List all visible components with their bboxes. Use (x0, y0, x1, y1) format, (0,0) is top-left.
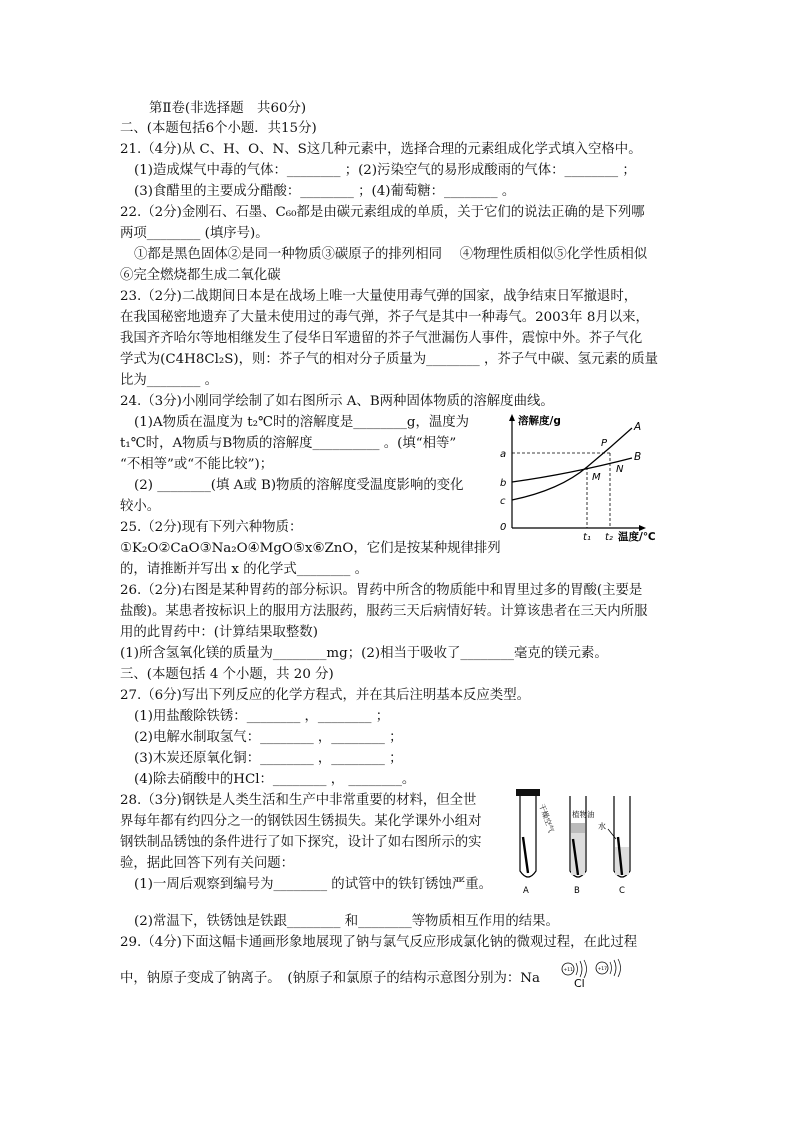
q28-line3: 钢铁制品锈蚀的条件进行了如下探究，设计了如右图所示的实 (120, 835, 482, 850)
na-shell-2 (580, 961, 582, 977)
q28-line4: 验，据此回答下列有关问题： (120, 856, 295, 871)
na-shell-3 (584, 960, 587, 978)
water-label: 水 (598, 822, 606, 831)
na-shell-1 (576, 963, 578, 975)
q22-options2: ⑥完全燃烧都生成二氧化碳 (120, 268, 281, 283)
q23-line1: 23.（2分)二战期间日本是在战场上唯一大量使用毒气弹的国家，战争结束日军撤退时， (120, 289, 638, 304)
q24-line5: 较小。 (120, 499, 161, 514)
solubility-chart (490, 410, 670, 545)
q26-line4: (1)所含氢氧化镁的质量为________mg；(2)相当于吸收了________毫克的镁元素。 (120, 646, 608, 661)
y-tick-b: b (500, 478, 507, 489)
q24-line1: (1)A物质在温度为 t₂℃时的溶解度是________g，温度为 (134, 415, 470, 430)
cl-shell-2 (614, 960, 616, 976)
q28-line6: (2)常温下，铁锈蚀是铁跟________ 和________等物质相互作用的结果。 (134, 914, 559, 929)
q23-line2: 在我国秘密地遗弃了大量未使用过的毒气弹，芥子气是其中一种毒气。2003年 8月以来， (120, 310, 649, 325)
test-tubes-figure (512, 787, 644, 897)
origin-label: 0 (500, 522, 507, 533)
y-axis-label: 溶解度/g (518, 415, 561, 427)
q23-line3: 我国齐齐哈尔等地相继发生了侵华日军遗留的芥子气泄漏伤人事件，震惊中外。芥子气化 (120, 331, 643, 346)
tube-a-label: A (523, 886, 529, 896)
tube-b-oil (571, 823, 585, 833)
q23-line4: 学式为(C4H8Cl₂S)，则：芥子气的相对分子质量为________ ，芥子气中碳、氢元素的质量 (120, 352, 659, 367)
q25-line3: 的，请推断并写出 x 的化学式________ 。 (120, 562, 368, 577)
series-label-b: B (634, 451, 642, 463)
series-label-a: A (634, 421, 642, 433)
cl-label: Cl (574, 977, 585, 988)
q24-stem: 24.（3分)小刚同学绘制了如右图所示 A、B两种固体物质的溶解度曲线。 (120, 394, 554, 409)
cl-shell-3 (618, 959, 621, 977)
q24-line3: “不相等”或“不能比较”)； (120, 457, 274, 472)
q22-options1: ①都是黑色固体②是同一种物质③碳原子的排列相同 ④物理性质相似⑤化学性质相似 (134, 247, 648, 262)
q22-stem: 22.（2分)金刚石、石墨、C₆₀都是由碳元素组成的单质，关于它们的说法正确的是下列哪 (120, 205, 645, 220)
oil-label: 植物油 (572, 810, 595, 819)
part2-header: 二、(本题包括6个小题．共15分) (120, 121, 317, 136)
q28-line1: 28.（3分)钢铁是人类生活和生产中非常重要的材料，但全世 (120, 793, 477, 808)
q23-line5: 比为________ 。 (120, 373, 218, 388)
q24-line2: t₁℃时，A物质与B物质的溶解度__________ 。(填“相等” (120, 436, 457, 451)
q27-stem: 27.（6分)写出下列反应的化学方程式，并在其后注明基本反应类型。 (120, 688, 530, 703)
q22-stem2: 两项________ (填序号)。 (120, 226, 269, 241)
q27-line2: (2)电解水制取氢气：________ ，________ ； (134, 730, 403, 745)
y-axis-arrow (509, 414, 515, 421)
water-pointer (608, 829, 616, 839)
curve-a (512, 428, 632, 500)
q29-line2: 中，钠原子变成了钠离子。 (钠原子和氯原子的结构示意图分别为：Na (120, 971, 540, 986)
q26-line3: 用的此胃药中：(计算结果取整数) (120, 625, 318, 640)
q27-line4: (4)除去硝酸中的HCl：________ ， ________。 (134, 772, 416, 787)
point-label-p: P (601, 438, 608, 449)
q21-stem: 21.（4分)从 C、H、O、N、S这几种元素中，选择合理的元素组成化学式填入空格中。 (120, 142, 642, 157)
q25-line1: 25.（2分)现有下列六种物质： (120, 520, 303, 535)
x-tick-t2: t₂ (605, 532, 613, 543)
q26-line1: 26.（2分)右图是某种胃药的部分标识。胃药中所含的物质能中和胃里过多的胃酸(主要是 (120, 583, 643, 598)
q21-line1: (1)造成煤气中毒的气体：________ ；(2)污染空气的易形成酸雨的气体：________ ； (134, 163, 636, 178)
part3-header: 三、(本题包括 4 个小题，共 20 分) (120, 667, 334, 682)
q26-line2: 盐酸)。某患者按标识上的服用方法服药，服药三天后病情好转。计算该患者在三天内所服 (120, 604, 648, 619)
q29-line1: 29.（4分)下面这幅卡通画形象地展现了钠与氯气反应形成氯化钠的微观过程，在此过程 (120, 935, 638, 950)
y-tick-c: c (500, 496, 506, 507)
cl-shell-1 (610, 962, 612, 974)
point-label-n: N (616, 464, 624, 475)
q21-line2: (3)食醋里的主要成分醋酸：________ ；(4)葡萄糖：________ 。 (134, 184, 516, 199)
cl-nucleus-charge: +17 (597, 967, 607, 972)
tube-a-stopper (516, 789, 540, 796)
cl-atom-structure (596, 959, 621, 977)
na-atom-structure (562, 960, 587, 978)
tube-b-label: B (574, 886, 580, 896)
atom-diagrams (560, 958, 630, 988)
x-axis-label: 温度/℃ (618, 531, 656, 543)
q27-line3: (3)木炭还原氧化铜：________ ，________ ； (134, 751, 403, 766)
tube-a-text: 干燥空气 (537, 802, 556, 834)
tube-c-label: C (619, 886, 625, 896)
q24-line4: (2) ________(填 A或 B)物质的溶解度受温度影响的变化 (134, 478, 464, 493)
q28-line5: (1)一周后观察到编号为________ 的试管中的铁钉锈蚀严重。 (134, 877, 492, 892)
x-tick-t1: t₁ (583, 532, 591, 543)
point-label-m: M (592, 472, 601, 483)
y-tick-a: a (500, 449, 507, 460)
tube-a-nail (523, 837, 528, 873)
na-nucleus-charge: +11 (563, 968, 573, 973)
section-title: 第Ⅱ卷(非选择题 共60分) (149, 101, 307, 116)
q28-line2: 界每年都有约四分之一的钢铁因生锈损失。某化学课外小组对 (120, 814, 482, 829)
q27-line1: (1)用盐酸除铁锈：________ ，________ ； (134, 709, 390, 724)
q25-line2: ①K₂O②CaO③Na₂O④MgO⑤x⑥ZnO，它们是按某种规律排列 (120, 541, 501, 556)
